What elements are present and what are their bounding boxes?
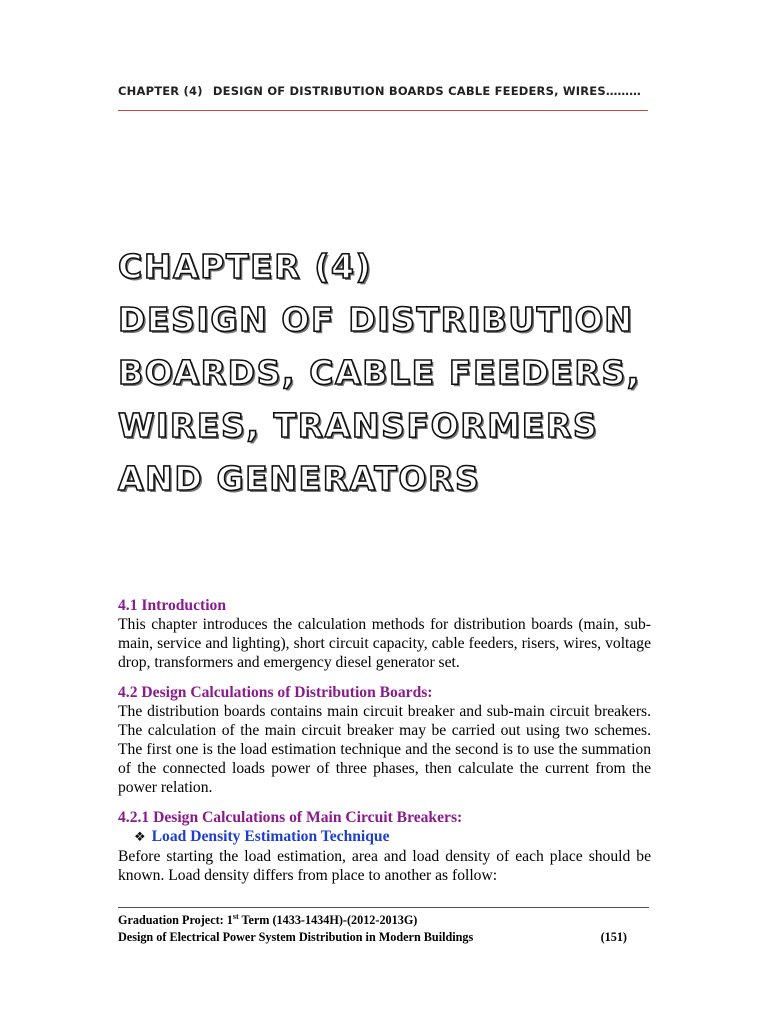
bullet-heading [134, 827, 651, 847]
chapter-title-line: WIRES, TRANSFORMERS [118, 406, 599, 445]
bullet-heading-label: Load Density Estimation Technique [151, 828, 390, 845]
chapter-title-line: BOARDS, CABLE FEEDERS, [118, 353, 641, 392]
section-heading-main-circuit-breakers: 4.2.1 Design Calculations of Main Circuit Breakers: [118, 809, 463, 826]
page-number: (151) [600, 930, 627, 944]
diamond-bullet-icon: ❖ [134, 830, 146, 845]
footer-divider [118, 907, 649, 908]
chapter-title [118, 240, 698, 505]
running-header-title: DESIGN OF DISTRIBUTION BOARDS CABLE FEEDERS, WIRES……… [212, 84, 641, 98]
running-header [118, 84, 641, 98]
body-content [118, 596, 651, 885]
chapter-title-line: AND GENERATORS [118, 459, 481, 498]
chapter-title-line: CHAPTER (4) [118, 247, 373, 286]
footer-project-sup: st [232, 911, 239, 921]
footer-line-2 [118, 929, 649, 946]
footer-project-prefix: Graduation Project: 1 [118, 913, 233, 927]
running-header-chapter: CHAPTER (4) [118, 84, 203, 98]
page-footer [118, 912, 649, 946]
chapter-title-line: DESIGN OF DISTRIBUTION [118, 300, 634, 339]
header-divider [118, 110, 648, 111]
load-density-paragraph: Before starting the load estimation, area and load density of each place should be known. Load density differs from place to another as follow: [118, 848, 651, 884]
footer-line-1 [118, 912, 649, 929]
footer-project-title: Design of Electrical Power System Distribution in Modern Buildings [118, 930, 474, 944]
section-heading-distribution-boards: 4.2 Design Calculations of Distribution Boards: [118, 684, 433, 701]
footer-project-suffix: Term (1433-1434H)-(2012-2013G) [238, 913, 418, 927]
introduction-paragraph: This chapter introduces the calculation methods for distribution boards (main, sub-main, service and lighting), short circuit capacity, cable feeders, risers, wires, voltage drop, transformers and emergency diesel generator set. [118, 616, 651, 671]
section-heading-introduction: 4.1 Introduction [118, 597, 227, 614]
distribution-boards-paragraph: The distribution boards contains main circuit breaker and sub-main circuit breakers. The calculation of the main circuit breaker may be carried out using two schemes. The first one is the load estimation technique and the second is to use the summation of the connected loads power of three phases, then calculate the current from the power relation. [118, 703, 651, 796]
